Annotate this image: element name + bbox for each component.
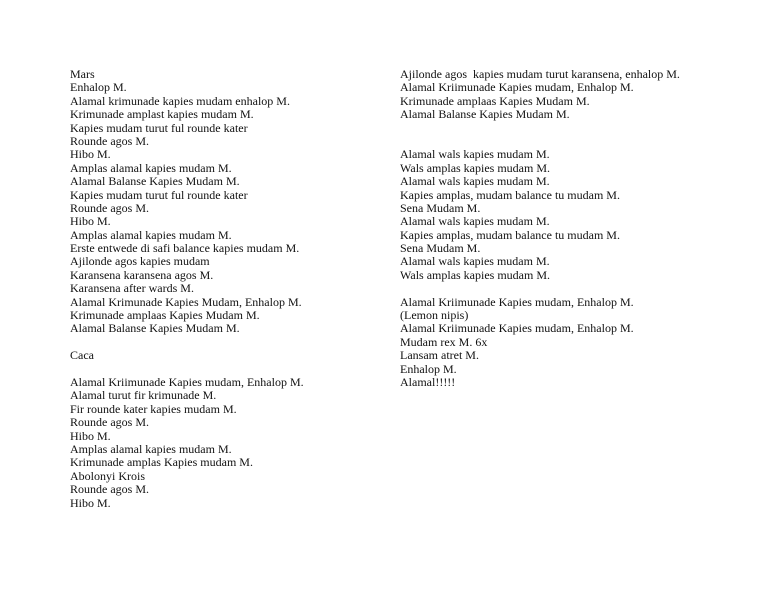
left-column-line: Caca [70,348,94,363]
left-column-line: Rounde agos M. [70,482,149,497]
left-column-line: Amplas alamal kapies mudam M. [70,441,232,456]
right-column-line: Enhalop M. [400,361,457,376]
left-column-line: Hibo M. [70,147,111,162]
left-column-line: Alamal Balanse Kapies Mudam M. [70,174,240,189]
left-column-line: Hibo M. [70,495,111,510]
right-column-line: Alamal wals kapies mudam M. [400,254,550,269]
right-column-line: Alamal Kriimunade Kapies mudam, Enhalop M. [400,321,634,336]
left-column-line: Fir rounde kater kapies mudam M. [70,401,237,416]
left-column-line: Karansena karansena agos M. [70,267,214,282]
left-column-line: Ajilonde agos kapies mudam [70,254,210,269]
left-column-line: Mars [70,67,95,81]
left-column-line [70,336,304,349]
right-column-line [400,135,680,148]
right-column-line: Alamal wals kapies mudam M. [400,174,550,189]
left-column-line: Krimunade amplas Kapies mudam M. [70,455,253,470]
left-column-line: Kapies mudam turut ful rounde kater [70,120,248,135]
left-column-line: Enhalop M. [70,80,127,95]
right-column-line: Lansam atret M. [400,348,479,363]
right-column-line: Kapies amplas, mudam balance tu mudam M. [400,227,620,242]
left-column-line: Alamal Balanse Kapies Mudam M. [70,321,240,336]
right-column [400,68,680,389]
right-column-line: Alamal wals kapies mudam M. [400,214,550,229]
right-column-line: Alamal!!!!! [400,374,456,389]
left-column-line: Alamal Krimunade Kapies Mudam, Enhalop M. [70,294,302,309]
right-column-line: (Lemon nipis) [400,308,469,323]
left-column-line: Alamal turut fir krimunade M. [70,388,217,403]
right-column-line: Wals amplas kapies mudam M. [400,160,551,175]
right-column-line: Kapies amplas, mudam balance tu mudam M. [400,187,620,202]
left-column-line: Karansena after wards M. [70,281,194,296]
left-column-line: Amplas alamal kapies mudam M. [70,160,232,175]
left-column-line: Hibo M. [70,214,111,229]
right-column-line: Alamal wals kapies mudam M. [400,147,550,162]
left-column-line: Krimunade amplaas Kapies Mudam M. [70,308,260,323]
left-column-line: Alamal krimunade kapies mudam enhalop M. [70,93,290,108]
left-column [70,68,304,510]
left-column-line: Hibo M. [70,428,111,443]
left-column-line: Erste entwede di safi balance kapies mudam M. [70,241,300,256]
right-column-line: Mudam rex M. 6x [400,334,488,349]
right-column-line: Sena Mudam M. [400,200,481,215]
right-column-line: Alamal Kriimunade Kapies mudam, Enhalop M. [400,80,634,95]
right-column-line: Sena Mudam M. [400,241,481,256]
left-column-line: Kapies mudam turut ful rounde kater [70,187,248,202]
left-column-line: Abolonyi Krois [70,468,145,483]
left-column-line: Rounde agos M. [70,415,149,430]
right-column-line [400,122,680,135]
left-column-line: Rounde agos M. [70,200,149,215]
right-column-line: Alamal Balanse Kapies Mudam M. [400,107,570,122]
right-column-line: Wals amplas kapies mudam M. [400,267,551,282]
left-column-line: Rounde agos M. [70,133,149,148]
left-column-line [70,363,304,376]
left-column-line: Amplas alamal kapies mudam M. [70,227,232,242]
right-column-line: Krimunade amplaas Kapies Mudam M. [400,93,590,108]
right-column-line: Alamal Kriimunade Kapies mudam, Enhalop M. [400,294,634,309]
right-column-line: Ajilonde agos kapies mudam turut karansena, enhalop M. [400,67,680,81]
right-column-line [400,282,680,295]
left-column-line: Alamal Kriimunade Kapies mudam, Enhalop M. [70,374,304,389]
left-column-line: Krimunade amplast kapies mudam M. [70,107,254,122]
